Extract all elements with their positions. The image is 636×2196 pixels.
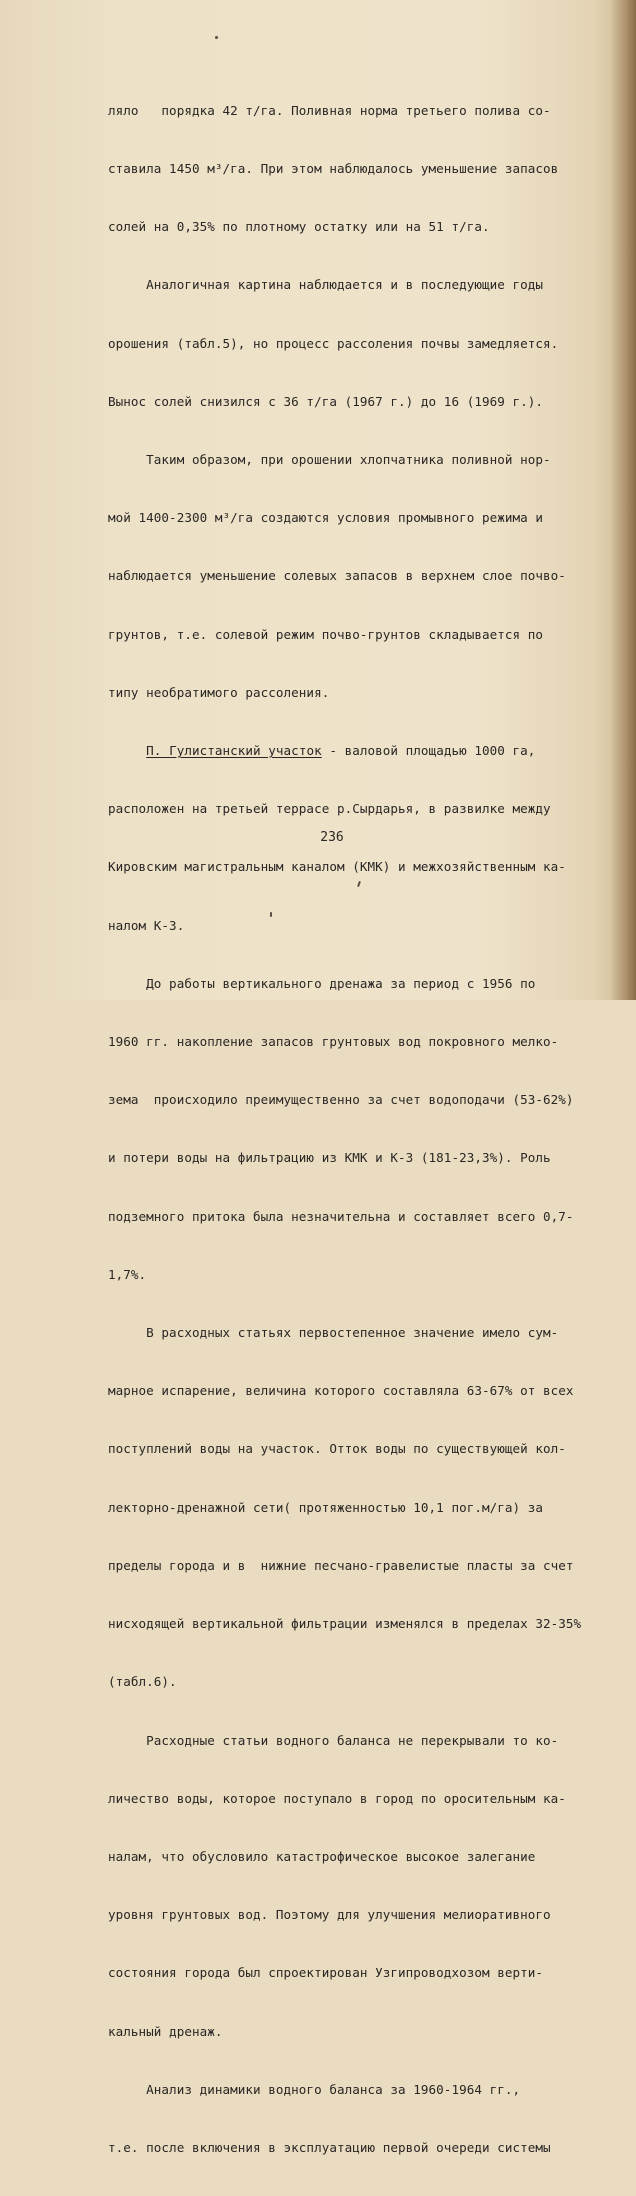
ink-speck [215,36,218,39]
ink-speck [270,912,272,917]
page-number: 236 [320,830,344,845]
text-line: 1960 гг. накопление запасов грунтовых вод покровного мелко- [108,1034,559,1050]
page-edge-shadow [610,0,636,1000]
text-line: мой 1400-2300 м³/га создаются условия промывного режима и [108,510,544,526]
heading-indent [108,743,146,758]
text-line: расположен на третьей террасе р.Сырдарья, в развилке между [108,801,551,817]
text-line: личество воды, которое поступало в город по оросительным ка- [108,1790,566,1806]
text-line: налам, что обусловило катастрофическое высокое залегание [108,1848,536,1864]
heading-rest: - валовой площадью 1000 га, [321,743,536,759]
text-line: солей на 0,35% по плотному остатку или на 51 т/га. [108,219,490,235]
text-line: Расходные статьи водного баланса не перекрывали то ко- [108,1732,559,1748]
text-line: лекторно-дренажной сети( протяженностью 10,1 пог.м/га) за [108,1499,544,1515]
text-line: ляло порядка 42 т/га. Поливная норма третьего полива со- [108,102,551,118]
text-line: уровня грунтовых вод. Поэтому для улучшения мелиоративного [108,1907,551,1923]
text-line: Кировским магистральным каналом (КМК) и межхозяйственным ка- [108,859,566,875]
text-line: (табл.6). [108,1674,177,1690]
text-line: Вынос солей снизился с 36 т/га (1967 г.) до 16 (1969 г.). [108,393,544,409]
text-line: подземного притока была незначительна и составляет всего 0,7- [108,1208,574,1224]
text-line: нисходящей вертикальной фильтрации изменялся в пределах 32-35% [108,1616,582,1632]
text-line: кальный дренаж. [108,2023,223,2039]
text-line: т.е. после включения в эксплуатацию первой очереди системы [108,2139,551,2155]
text-line: 1,7%. [108,1266,147,1282]
text-line: типу необратимого рассоления. [108,684,330,700]
text-line: зема происходило преимущественно за счет водоподачи (53-62%) [108,1092,574,1108]
text-line: грунтов, т.е. солевой режим почво-грунтов складывается по [108,626,544,642]
text-line: пределы города и в нижние песчано-гравелистые пласты за счет [108,1557,574,1573]
text-line: налом К-3. [108,917,185,933]
text-line: До работы вертикального дренажа за период с 1956 по [108,975,536,991]
section-heading-line [108,741,594,760]
text-line: и потери воды на фильтрацию из КМК и К-3 (181-23,3%). Роль [108,1150,551,1166]
text-line: состояния города был спроектирован Узгипроводхозом верти- [108,1965,544,1981]
text-line: Анализ динамики водного баланса за 1960-1964 гг., [108,2081,521,2097]
text-line: В расходных статьях первостепенное значение имело сум- [108,1325,559,1341]
text-line: поступлений воды на участок. Отток воды по существующей кол- [108,1441,566,1457]
text-line: Аналогичная картина наблюдается и в последующие годы [108,277,544,293]
text-line: марное испарение, величина которого составляла 63-67% от всех [108,1383,574,1399]
text-line: ставила 1450 м³/га. При этом наблюдалось уменьшение запасов [108,161,559,177]
section-heading: П. Гулистанский участок [146,743,322,759]
text-line: Таким образом, при орошении хлопчатника поливной нор- [108,452,551,468]
text-line: орошения (табл.5), но процесс рассоления почвы замедляется. [108,335,559,351]
body-text [108,62,594,2196]
text-line: наблюдается уменьшение солевых запасов в верхнем слое почво- [108,568,566,584]
